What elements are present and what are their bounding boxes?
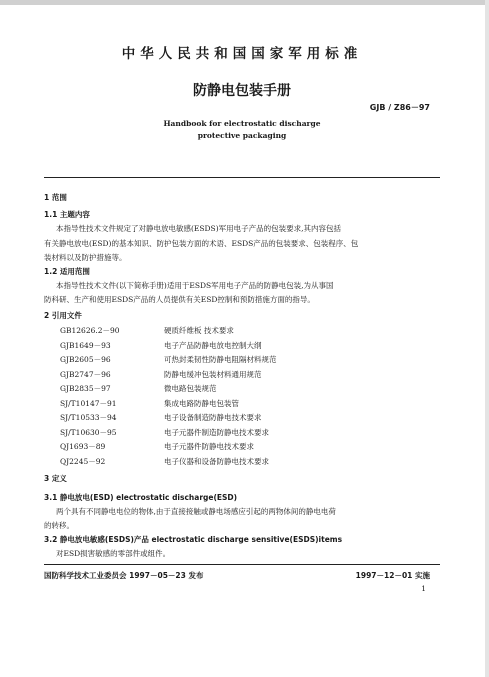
section-1-heading: 1 范围 (44, 193, 67, 202)
section-1-2-text-1: 本指导性技术文件(以下简称手册)适用于ESDS军用电子产品的防静电包装,为从事国 (56, 281, 334, 290)
reference-row (44, 456, 440, 466)
section-1-1-text-2: 有关静电放电(ESD)的基本知识、防护包装方面的术语、ESDS产品的包装要求、包装程序、包 (44, 239, 359, 248)
english-title (44, 118, 440, 142)
reference-row (44, 354, 440, 364)
header-divider (44, 177, 440, 178)
reference-code: SJ/T10630－95 (60, 428, 117, 437)
reference-title: 电子元器件防静电技术要求 (164, 442, 254, 451)
footer-divider (44, 564, 440, 565)
reference-row (44, 325, 440, 335)
section-1-2-text-2: 防科研、生产和使用ESDS产品的人员提供有关ESD控制和预防措施方面的指导。 (44, 295, 315, 304)
reference-title: 防静电缓冲包装材料通用规范 (164, 370, 262, 379)
document-page (44, 0, 440, 677)
reference-code: GJB2605－96 (60, 355, 111, 364)
reference-title: 电子元器件制造防静电技术要求 (164, 428, 269, 437)
issue-statement: 国防科学技术工业委员会 1997－05－23 发布 (44, 571, 204, 580)
reference-code: GJB2747－96 (60, 370, 111, 379)
section-1-1-heading: 1.1 主题内容 (44, 210, 90, 219)
effective-date: 1997－12－01 实施 (355, 571, 430, 580)
section-1-2-heading: 1.2 适用范围 (44, 267, 90, 276)
viewer-right-border (485, 0, 489, 677)
reference-code: SJ/T10533－94 (60, 413, 117, 422)
reference-code: QJ1693－89 (60, 442, 106, 451)
section-2-heading: 2 引用文件 (44, 311, 82, 320)
section-1-1-text-1: 本指导性技术文件规定了对静电放电敏感(ESDS)军用电子产品的包装要求,其内容包括 (56, 224, 341, 233)
english-title-line-2: protective packaging (197, 131, 287, 140)
document-code: GJB / Z86－97 (369, 103, 430, 112)
standard-type-header: 中华人民共和国国家军用标准 (121, 46, 363, 62)
reference-row (44, 441, 440, 451)
definition-3-1-text-1: 两个具有不同静电电位的物体,由于直接接触或静电场感应引起的两物体间的静电电荷 (56, 507, 336, 516)
page-number: 1 (421, 584, 426, 593)
reference-title: 电子仪器和设备防静电技术要求 (164, 457, 269, 466)
reference-title: 微电路包装规范 (164, 384, 217, 393)
reference-row (44, 369, 440, 379)
reference-row (44, 340, 440, 350)
definition-3-2-heading: 3.2 静电放电敏感(ESDS)产品 electrostatic discharge sensitive(ESDS)items (44, 535, 343, 544)
definition-3-2-text: 对ESD损害敏感的零部件或组件。 (56, 549, 171, 558)
section-3-heading: 3 定义 (44, 474, 67, 483)
reference-title: 电子设备制造防静电技术要求 (164, 413, 262, 422)
reference-code: GB12626.2－90 (60, 326, 120, 335)
reference-title: 电子产品防静电放电控制大纲 (164, 341, 262, 350)
reference-title: 可热封柔韧性防静电阻隔材料规范 (164, 355, 277, 364)
english-title-line-1: Handbook for electrostatic discharge (163, 119, 321, 128)
definition-3-1-text-2: 的转移。 (44, 521, 74, 530)
reference-row (44, 398, 440, 408)
reference-title: 硬质纤维板 技术要求 (164, 326, 234, 335)
reference-code: GJB2835－97 (60, 384, 111, 393)
reference-row (44, 383, 440, 393)
document-title: 防静电包装手册 (193, 83, 291, 99)
reference-row (44, 412, 440, 422)
reference-code: GJB1649－93 (60, 341, 111, 350)
reference-row (44, 427, 440, 437)
section-1-1-text-3: 装材料以及防护措施等。 (44, 253, 127, 262)
reference-title: 集成电路防静电包装管 (164, 399, 239, 408)
reference-code: SJ/T10147－91 (60, 399, 117, 408)
definition-3-1-heading: 3.1 静电放电(ESD) electrostatic discharge(ESD) (44, 493, 238, 502)
reference-code: QJ2245－92 (60, 457, 106, 466)
